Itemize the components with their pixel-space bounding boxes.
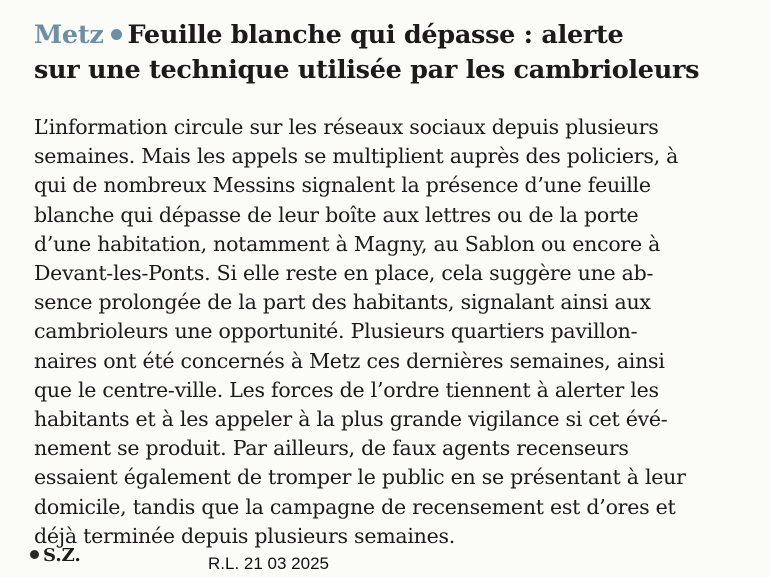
body-line: que le centre-ville. Les forces de l’ordre tiennent à alerter les — [34, 377, 659, 402]
body-line: Devant-les-Ponts. Si elle reste en place, cela suggère une ab- — [34, 261, 654, 286]
author-initials: S.Z. — [43, 545, 81, 566]
body-line: d’une habitation, notamment à Magny, au Sablon ou encore à — [34, 231, 661, 256]
article-headline — [34, 18, 754, 88]
body-line: déjà terminée depuis plusieurs semaines. — [34, 523, 456, 548]
body-line: sence prolongée de la part des habitants, signalant ainsi aux — [34, 290, 651, 315]
body-line: habitants et à les appeler à la plus grande vigilance si cet évé- — [34, 407, 668, 432]
body-line: naires ont été concernés à Metz ces dernières semaines, ainsi — [34, 348, 665, 373]
body-line: L’information circule sur les réseaux sociaux depuis plusieurs — [34, 115, 659, 139]
body-line: nement se produit. Par ailleurs, de faux agents recenseurs — [34, 436, 629, 461]
headline-line-1 — [34, 18, 754, 53]
author-signature — [30, 545, 81, 567]
article-body — [34, 113, 754, 551]
kicker-location: Metz — [34, 20, 104, 50]
body-line: qui de nombreux Messins signalent la présence d’une feuille — [34, 173, 651, 198]
body-line: blanche qui dépasse de leur boîte aux lettres ou de la porte — [34, 202, 639, 227]
body-line: semaines. Mais les appels se multiplient auprès des policiers, à — [34, 144, 679, 169]
title-line: Feuille blanche qui dépasse : alerte — [127, 20, 624, 50]
body-line: domicile, tandis que la campagne de recensement est d’ores et — [34, 494, 676, 519]
source-date-note: R.L. 21 03 2025 — [208, 554, 329, 573]
bullet-icon — [30, 550, 39, 559]
bullet-icon — [111, 29, 122, 40]
body-line: cambrioleurs une opportunité. Plusieurs quartiers pavillon- — [34, 319, 638, 344]
headline-line-2: sur une technique utilisée par les cambrioleurs — [34, 55, 700, 85]
body-line: essaient également de tromper le public en se présentant à leur — [34, 465, 686, 490]
